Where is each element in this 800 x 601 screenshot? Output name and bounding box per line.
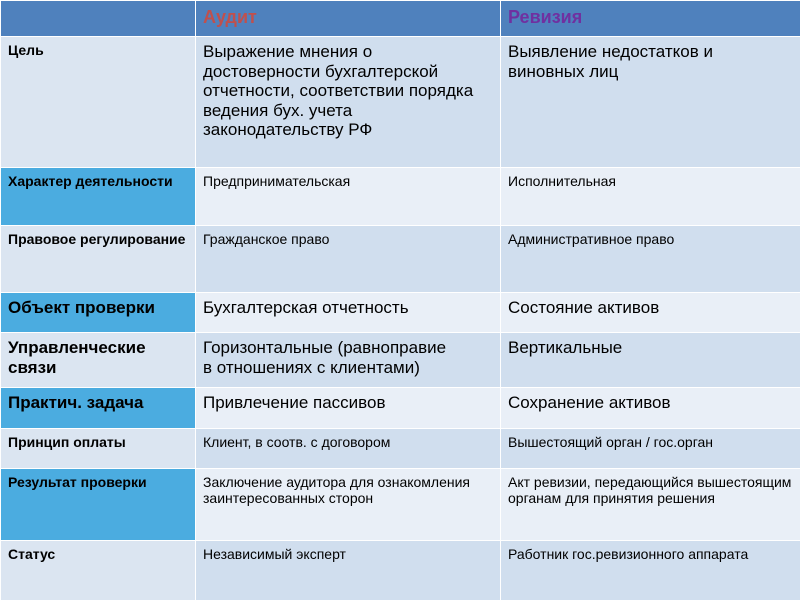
table-row <box>1 333 800 388</box>
row-label: Статус <box>1 541 196 601</box>
header-row <box>1 1 800 37</box>
revision-cell: Вертикальные <box>501 333 800 388</box>
audit-cell: Независимый эксперт <box>196 541 501 601</box>
table-row <box>1 37 800 168</box>
audit-cell: Гражданское право <box>196 226 501 293</box>
revision-cell: Вышестоящий орган / гос.орган <box>501 429 800 469</box>
table-row <box>1 388 800 429</box>
table-row <box>1 226 800 293</box>
revision-cell: Работник гос.ревизионного аппарата <box>501 541 800 601</box>
audit-cell: Предпринимательская <box>196 168 501 226</box>
row-label: Управленческие связи <box>1 333 196 388</box>
row-label: Объект проверки <box>1 293 196 333</box>
table-row <box>1 293 800 333</box>
table-row <box>1 469 800 541</box>
row-label: Характер деятельности <box>1 168 196 226</box>
audit-cell: Горизонтальные (равноправие в отношениях с клиентами) <box>196 333 501 388</box>
table-row <box>1 429 800 469</box>
audit-cell: Бухгалтерская отчетность <box>196 293 501 333</box>
revision-cell: Выявление недостатков и виновных лиц <box>501 37 800 168</box>
column-header-audit: Аудит <box>196 1 501 37</box>
revision-cell: Административное право <box>501 226 800 293</box>
row-label: Принцип оплаты <box>1 429 196 469</box>
header-corner <box>1 1 196 37</box>
row-label: Результат проверки <box>1 469 196 541</box>
revision-cell: Акт ревизии, передающийся вышестоящим органам для принятия решения <box>501 469 800 541</box>
revision-cell: Сохранение активов <box>501 388 800 429</box>
audit-cell: Привлечение пассивов <box>196 388 501 429</box>
audit-cell: Выражение мнения о достоверности бухгалтерской отчетности, соответствии порядка ведения бух. учета законодательству РФ <box>196 37 501 168</box>
revision-cell: Исполнительная <box>501 168 800 226</box>
row-label: Практич. задача <box>1 388 196 429</box>
table-row <box>1 541 800 601</box>
row-label: Цель <box>1 37 196 168</box>
table-row <box>1 168 800 226</box>
audit-cell: Заключение аудитора для ознакомления заинтересованных сторон <box>196 469 501 541</box>
revision-cell: Состояние активов <box>501 293 800 333</box>
audit-cell: Клиент, в соотв. с договором <box>196 429 501 469</box>
column-header-revision: Ревизия <box>501 1 800 37</box>
row-label: Правовое регулирование <box>1 226 196 293</box>
